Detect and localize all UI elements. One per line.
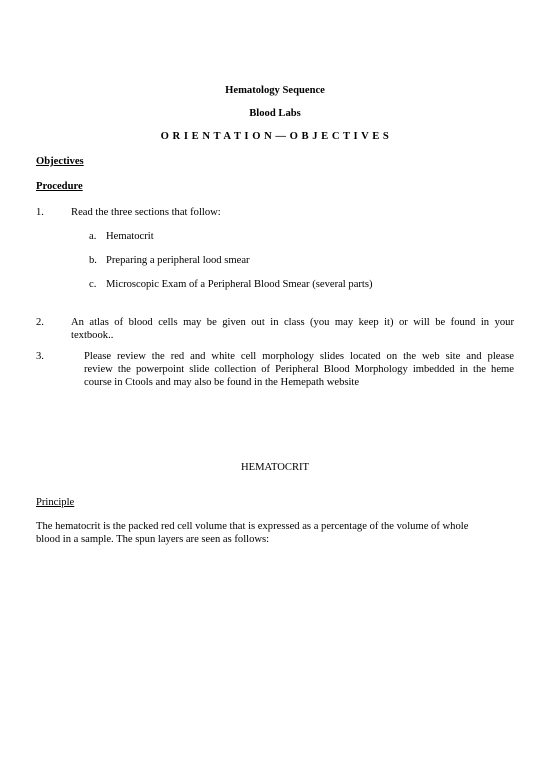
- step-number: 1.: [36, 207, 44, 218]
- objectives-heading: Objectives: [36, 156, 84, 167]
- subitem-text: Hematocrit: [106, 231, 154, 242]
- step-text: Please review the red and white cell morphology slides located on the web site and please: [84, 351, 514, 362]
- document-title: Hematology Sequence: [225, 85, 325, 96]
- step-text: course in Ctools and may also be found in the Hemepath website: [84, 377, 360, 388]
- subitem-text: Preparing a peripheral lood smear: [106, 255, 250, 266]
- step-text: Read the three sections that follow:: [71, 207, 221, 218]
- procedure-heading: Procedure: [36, 181, 83, 192]
- step-number: 3.: [36, 351, 44, 362]
- principle-heading: Principle: [36, 497, 75, 508]
- hematocrit-heading: HEMATOCRIT: [240, 462, 310, 473]
- document-subtitle: Blood Labs: [249, 108, 301, 119]
- step-text: review the powerpoint slide collection of Peripheral Blood Morphology imbedded in the heme: [84, 364, 514, 375]
- section-heading: O R I E N T A T I O N — O B J E C T I V E S: [160, 131, 390, 142]
- subitem-text: Microscopic Exam of a Peripheral Blood Smear (several parts): [106, 279, 373, 290]
- step-number: 2.: [36, 317, 44, 328]
- paragraph-line: blood in a sample. The spun layers are seen as follows:: [36, 534, 270, 545]
- subitem-letter: b.: [89, 255, 97, 266]
- step-text: An atlas of blood cells may be given out in class (you may keep it) or will be found in your: [71, 317, 514, 328]
- paragraph-line: The hematocrit is the packed red cell volume that is expressed as a percentage of the volume of whole: [36, 521, 469, 532]
- step-text: textbook..: [71, 330, 114, 341]
- subitem-letter: c.: [89, 279, 97, 290]
- subitem-letter: a.: [89, 231, 97, 242]
